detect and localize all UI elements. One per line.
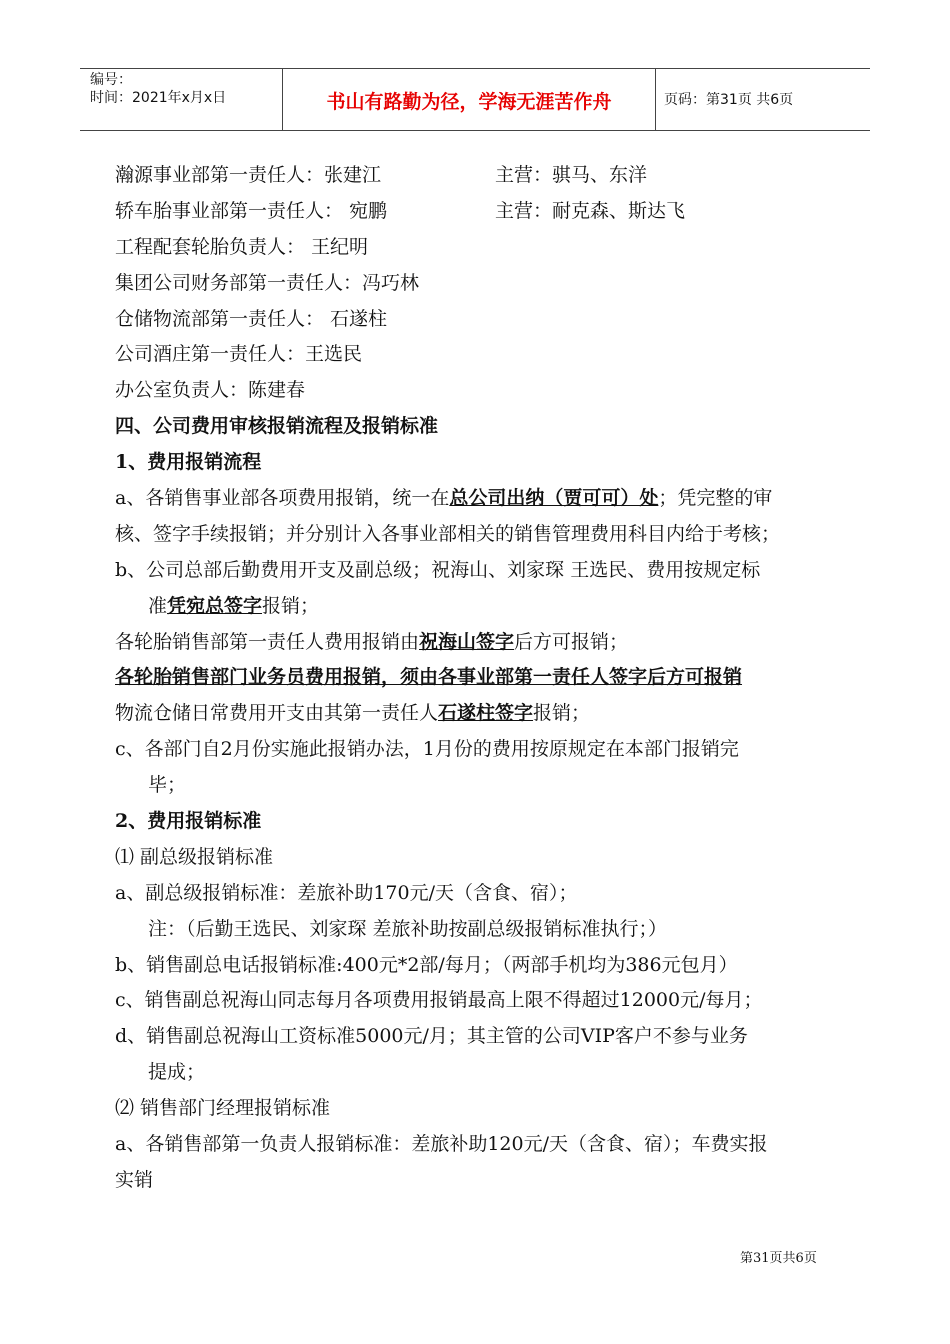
text-line: 仓储物流部第一责任人： 石遂柱 [115,307,388,330]
text-line: 实销 [115,1168,154,1191]
text-line: c、销售副总祝海山同志每月各项费用报销最高上限不得超过12000元/每月； [115,989,763,1012]
text-line: 办公室负责人：陈建春 [115,379,306,402]
header-date: 时间：2021年x月x日 [90,90,227,106]
text-line [115,589,875,625]
line-text: a、各销售事业部各项费用报销，统一在 [115,487,450,510]
text-line: 公司酒庄第一责任人：王选民 [115,343,363,366]
text-line: ⑵ 销售部门经理报销标准 [115,1097,331,1120]
line-text: 各轮胎销售部第一责任人费用报销由 [115,630,420,653]
text-line: 提成； [148,1061,206,1084]
text-line: 毕； [148,774,187,797]
text-line: a、副总级报销标准：差旅补助170元/天（含食、宿）； [115,881,578,904]
line-text: 物流仓储日常费用开支由其第一责任人 [115,702,439,725]
text-line [115,625,875,661]
line-text: 瀚源事业部第一责任人：张建江 [115,164,382,186]
text-line: b、销售副总电话报销标准:400元*2部/每月；（两部手机均为386元包月） [115,953,738,976]
subsection-heading: 2、费用报销标准 [115,810,262,833]
section-heading: 四、公司费用审核报销流程及报销标准 [115,415,439,438]
text-line: c、各部门自2月份实施此报销办法，1月份的费用按原规定在本部门报销完 [115,738,739,761]
header-meta [90,71,226,107]
text-line: 核、签字手续报销；并分别计入各事业部相关的销售管理费用科目内给于考核； [115,522,781,545]
header-divider [655,69,656,130]
line-text: 报销； [533,702,591,725]
text-line [115,696,875,732]
line-text: 主营：骐马、东洋 [495,164,648,186]
text-line [115,481,875,517]
emphasis-text: 石遂柱签字 [438,702,534,725]
emphasis-text: 凭宛总签字 [167,594,263,617]
emphasis-text: 祝海山签字 [419,630,515,653]
text-line: b、公司总部后勤费用开支及副总级；祝海山、刘家琛 王选民、费用按规定标 [115,558,761,581]
header-number: 编号： [90,72,132,88]
header-motto: 书山有路勤为径，学海无涯苦作舟 [326,91,612,113]
document-body [115,158,875,1199]
text-line: 工程配套轮胎负责人： 王纪明 [115,235,369,258]
line-text: 报销； [262,594,320,617]
line-text: 主营：耐克森、斯达飞 [495,199,686,222]
text-line: 注：（后勤王选民、刘家琛 差旅补助按副总级报销标准执行；） [148,917,668,940]
subsection-heading: 1、费用报销流程 [115,451,262,474]
header-page-code: 页码：第31页 共6页 [664,92,794,108]
text-line: ⑴ 副总级报销标准 [115,845,274,868]
text-line: d、销售副总祝海山工资标准5000元/月；其主管的公司VIP客户不参与业务 [115,1025,748,1048]
text-line: a、各销售部第一负责人报销标准：差旅补助120元/天（含食、宿）；车费实报 [115,1133,768,1156]
text-line [115,194,875,230]
text-line: 集团公司财务部第一责任人：冯巧林 [115,271,420,294]
emphasis-line: 各轮胎销售部门业务员费用报销，须由各事业部第一责任人签字后方可报销 [115,666,743,689]
line-text: 后方可报销； [514,630,629,653]
line-text: ；凭完整的审 [658,487,773,510]
page-header [80,68,870,131]
page-footer: 第31页共6页 [740,1251,817,1266]
line-text: 轿车胎事业部第一责任人： 宛鹏 [115,199,388,222]
text-line [115,158,875,194]
line-text: 准 [148,594,168,617]
emphasis-text: 总公司出纳（贾可可）处 [449,487,659,510]
